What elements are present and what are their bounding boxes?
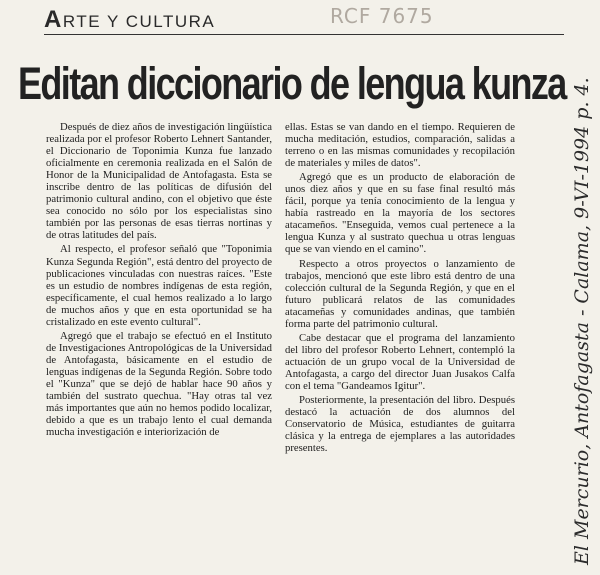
article-column-2 xyxy=(285,121,515,454)
paragraph: ellas. Estas se van dando en el tiempo. Requieren de mucha meditación, estudios, comparación, salidas a terreno o en las mismas comunidades y recopilación de materiales y miles de datos". xyxy=(285,121,515,170)
paragraph: Al respecto, el profesor señaló que "Toponimia Kunza Segunda Región", está dentro del proyecto de publicaciones vinculadas con nuestras raíces. "Este es un estudio de nombres indígenas de esta región, específicamente, el cual hemos realizado a lo largo de muchos años y que en esta oportunidad se ha cristalizado en este evento cultural". xyxy=(46,243,272,328)
section-initial: A xyxy=(44,6,63,33)
section-label xyxy=(44,6,215,34)
paragraph: Posteriormente, la presentación del libro. Después destacó la actuación de dos alumnos del Conservatorio de Música, estudiantes de guitarra clásica y la entrega de ejemplares a las autoridades presentes. xyxy=(285,394,515,455)
paragraph: Agregó que el trabajo se efectuó en el Instituto de Investigaciones Antropológicas de la Universidad de Antofagasta, básicamente en el estudio de lenguas indígenas de la Segunda Región. Sobre todo el "Kunza" que se dejó de hablar hace 90 años y también del sustrato quechua. "Hay otras tal vez más importantes que aún no hemos podido localizar, debido a que es un trabajo lento el cual demanda mucha investigación e interiorización de xyxy=(46,329,272,439)
handwritten-source-note: El Mercurio, Antofagasta - Calama, 9-VI-1994 p. 4. xyxy=(571,77,593,565)
archive-stamp: RCF 7675 xyxy=(330,4,434,28)
paragraph: Cabe destacar que el programa del lanzamiento del libro del profesor Roberto Lehnert, contempló la actuación de un grupo vocal de la Universidad de Antofagasta, a cargo del director Juan Jusakos Calfa con el tema "Gandeamos Igitur". xyxy=(285,331,515,392)
article-column-1 xyxy=(46,121,272,438)
paragraph: Agregó que es un producto de elaboración de unos diez años y que en su fase final resultó más fácil, porque ya tenía conocimiento de la lengua y había rastreado en la mayoría de los sectores atacameños. "Enseguida, vemos cual pertenece a la lengua Kunza y al sustrato quechua u otras lenguas que se van viendo en el camino". xyxy=(285,171,515,256)
headline: Editan diccionario de lengua kunza xyxy=(18,58,566,109)
section-divider xyxy=(44,34,564,35)
paragraph: Respecto a otros proyectos o lanzamiento de trabajos, mencionó que este libro está dentro de una colección cultural de la Segunda Región, y que en el futuro publicará relatos de las comunidades atacameñas y comunidades andinas, que también forma parte del patrimonio cultural. xyxy=(285,257,515,330)
section-name: RTE Y CULTURA xyxy=(62,12,216,31)
paragraph: Después de diez años de investigación lingüística realizada por el profesor Roberto Lehnert Santander, el Diccionario de Toponimia Kunza fue lanzado oficialmente en ceremonia realizada en el Salón de Honor de la Municipalidad de Antofagasta. Esta se inscribe dentro de las políticas de difusión del patrimonio cultural andino, con el objetivo que éste sea conocido no sólo por los especialistas sino también por las personas de esas tierras nortinas y de otras latitudes del país. xyxy=(46,121,272,242)
